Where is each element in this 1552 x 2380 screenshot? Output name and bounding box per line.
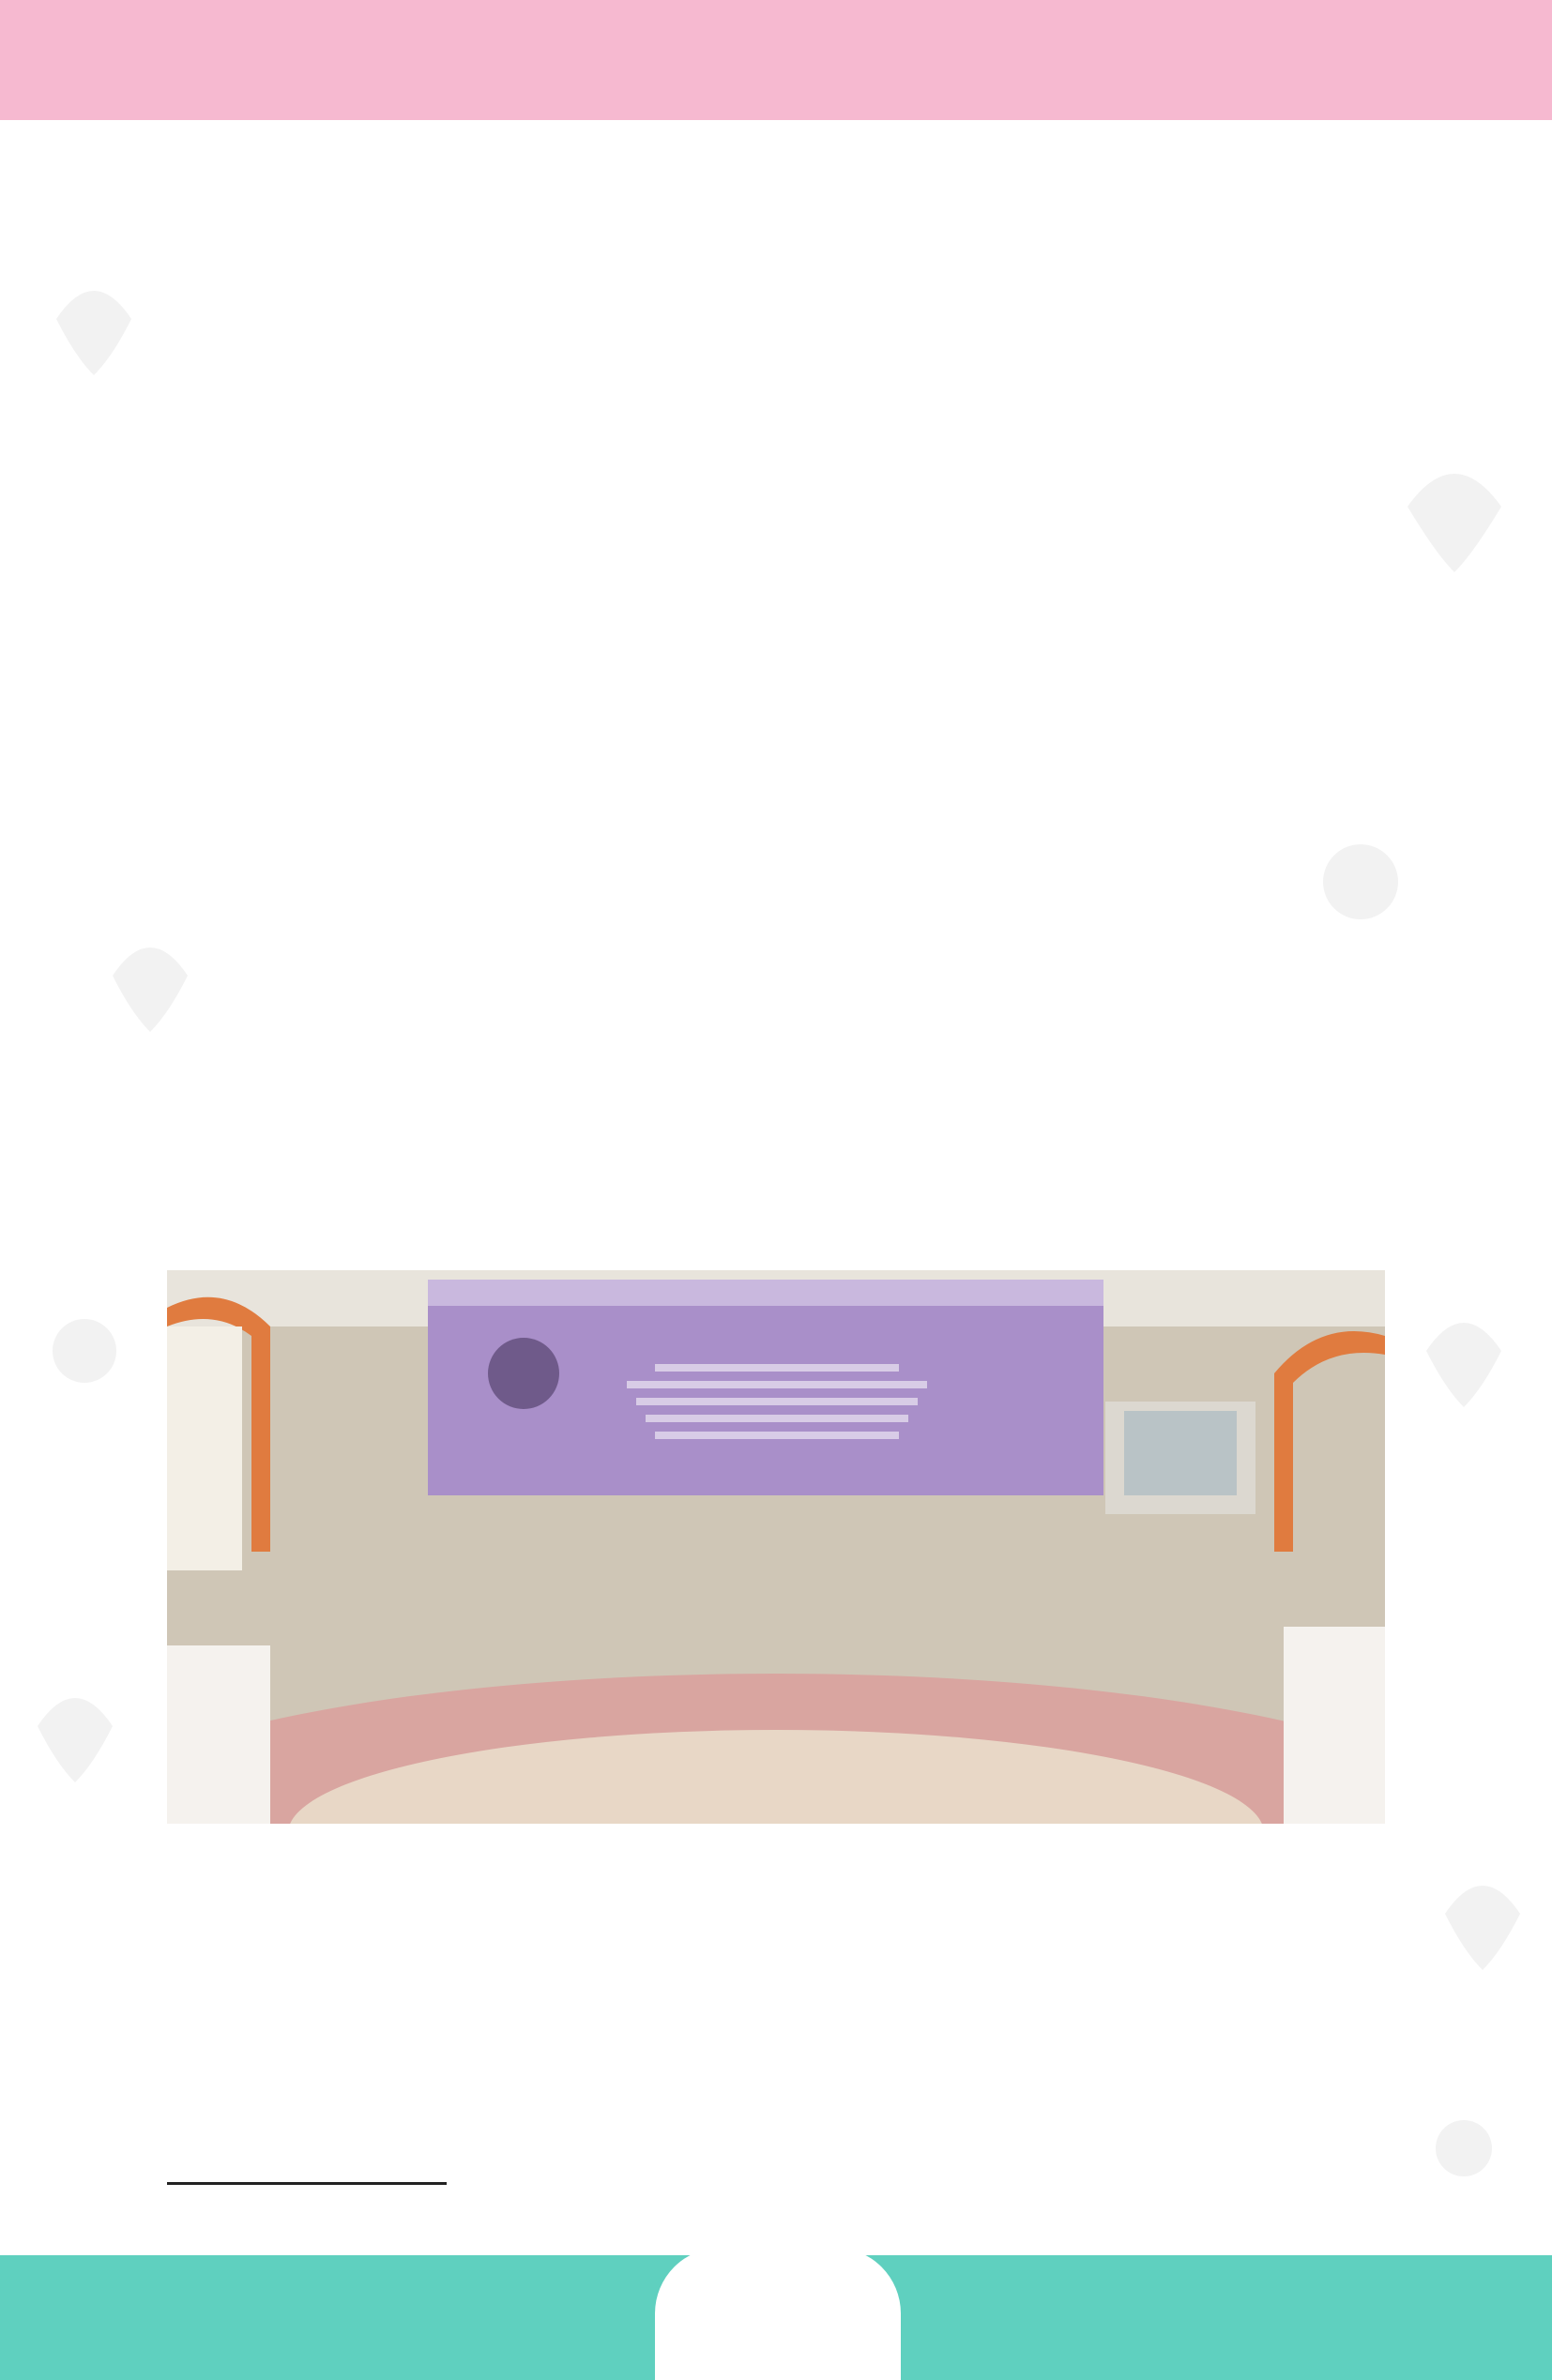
group-photo <box>167 1270 1385 1824</box>
embroidery-pattern <box>0 0 1552 120</box>
background-pattern <box>0 131 1552 2233</box>
top-decorative-band <box>0 0 1552 120</box>
footnote-divider <box>167 2182 447 2185</box>
footnote <box>167 2191 180 2217</box>
page-number-tab <box>655 2248 901 2380</box>
group-photo-image <box>167 1270 1385 1824</box>
